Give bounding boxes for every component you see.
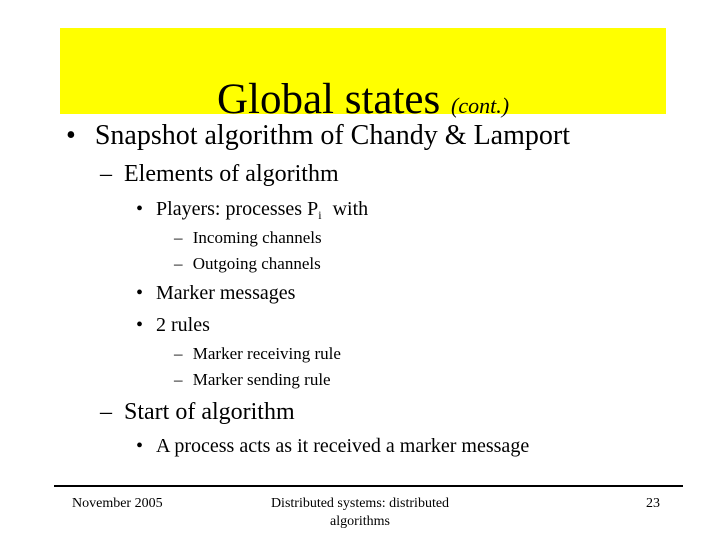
bullet-start-text: Start of algorithm — [124, 399, 295, 425]
bullet-elements-text: Elements of algorithm — [124, 161, 339, 187]
bullet-process-acts-text: A process acts as it received a marker message — [156, 435, 530, 457]
footer-date: November 2005 — [72, 496, 163, 511]
bullet-marker: • — [136, 198, 144, 220]
title-main: Global states — [216, 76, 441, 123]
sub-sending-rule — [174, 370, 331, 389]
subscript-i: i — [318, 208, 322, 222]
bullet-snapshot-text: Snapshot algorithm of Chandy & Lamport — [94, 120, 570, 151]
bullet-snapshot — [66, 121, 570, 151]
bullet-marker: • — [136, 435, 144, 457]
title-suffix: (cont.) — [451, 93, 510, 118]
bullet-marker: • — [66, 120, 76, 151]
sub-incoming-text: Incoming channels — [192, 228, 322, 247]
dash-marker: – — [100, 161, 112, 187]
sub-outgoing-text: Outgoing channels — [192, 254, 321, 273]
footer-page-number: 23 — [646, 496, 660, 511]
sub-incoming — [174, 228, 322, 247]
footer-divider — [54, 485, 683, 487]
bullet-players — [136, 198, 368, 226]
bullet-start — [100, 399, 295, 425]
bullet-players-text: Players: processes P — [156, 198, 319, 220]
bullet-marker: • — [136, 314, 144, 336]
dash-marker: – — [174, 344, 183, 363]
sub-receiving-rule-text: Marker receiving rule — [192, 344, 341, 363]
footer-course-line1: Distributed systems: distributed — [270, 496, 450, 511]
sub-receiving-rule — [174, 344, 341, 363]
footer-course — [250, 495, 470, 531]
bullet-marker-messages-text: Marker messages — [156, 282, 296, 304]
bullet-two-rules-text: 2 rules — [156, 314, 210, 336]
dash-marker: – — [174, 370, 183, 389]
dash-marker: – — [174, 228, 183, 247]
bullet-marker-messages — [136, 282, 295, 304]
sub-sending-rule-text: Marker sending rule — [192, 370, 331, 389]
bullet-elements — [100, 161, 339, 187]
sub-outgoing — [174, 254, 321, 273]
dash-marker: – — [174, 254, 183, 273]
bullet-marker: • — [136, 282, 144, 304]
bullet-two-rules — [136, 314, 210, 336]
bullet-process-acts — [136, 435, 529, 457]
bullet-players-with: with — [332, 198, 369, 220]
dash-marker: – — [100, 399, 112, 425]
title-banner — [60, 28, 666, 123]
footer-course-line2: algorithms — [330, 514, 390, 529]
